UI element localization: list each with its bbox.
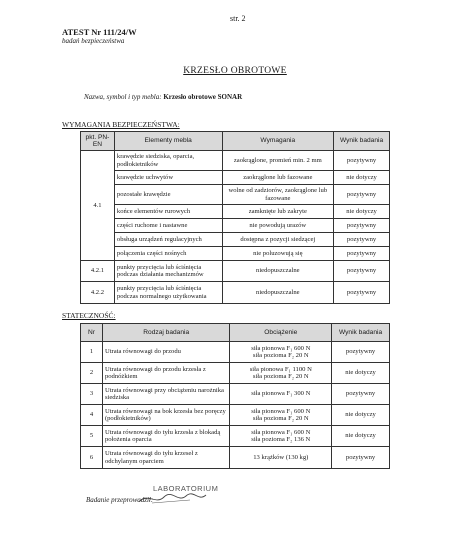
col-header-test-type: Rodzaj badania bbox=[102, 324, 230, 342]
test-type-cell: Utrata równowagi na bok krzesła bez poręczy (podłokietników) bbox=[102, 405, 230, 426]
result-cell: pozytywny bbox=[334, 247, 390, 261]
col-header-result: Wynik badania bbox=[332, 324, 390, 342]
table-row bbox=[81, 363, 390, 384]
test-type-cell: Utrata równowagi do tyłu krzesła z blokadą położenia oparcia bbox=[102, 426, 230, 447]
requirement-cell: nie powodują urazów bbox=[222, 219, 334, 233]
table-row bbox=[81, 219, 390, 233]
requirement-cell: niedopuszczalne bbox=[222, 282, 334, 304]
nr-cell: 2 bbox=[81, 363, 103, 384]
safety-heading: WYMAGANIA BEZPIECZEŃSTWA: bbox=[62, 120, 180, 129]
element-cell: krawędzie siedziska, oparcia, podłokietników bbox=[114, 151, 222, 171]
element-cell: krawędzie uchwytów bbox=[114, 171, 222, 185]
document-title: KRZESŁO OBROTOWE bbox=[183, 66, 287, 76]
load-line: siła pionowa F₁ 1100 N bbox=[249, 365, 312, 373]
point-cell: 4.2.2 bbox=[81, 282, 115, 304]
requirement-cell: wolne od zadziorów, zaokrąglone lub fazowane bbox=[222, 185, 334, 205]
load-cell bbox=[230, 426, 332, 447]
col-header-point: pkt. PN-EN bbox=[81, 132, 115, 151]
result-cell: pozytywny bbox=[332, 384, 390, 405]
requirement-cell: zaokrąglone, promień min. 2 mm bbox=[222, 151, 334, 171]
table-row bbox=[81, 205, 390, 219]
requirement-cell: zaokrąglone lub fazowane bbox=[222, 171, 334, 185]
table-row bbox=[81, 384, 390, 405]
result-cell: nie dotyczy bbox=[334, 205, 390, 219]
table-row bbox=[81, 342, 390, 363]
test-type-cell: Utrata równowagi do tyłu krzeseł z odchylanym oparciem bbox=[102, 447, 230, 469]
load-cell bbox=[230, 405, 332, 426]
result-cell: pozytywny bbox=[334, 282, 390, 304]
table-row bbox=[81, 171, 390, 185]
test-type-cell: Utrata równowagi przy obciążeniu narożnika siedziska bbox=[102, 384, 230, 405]
element-cell: części ruchome i nastawne bbox=[114, 219, 222, 233]
result-cell: nie dotyczy bbox=[334, 171, 390, 185]
result-cell: pozytywny bbox=[334, 233, 390, 247]
result-cell: pozytywny bbox=[334, 151, 390, 171]
table-row bbox=[81, 447, 390, 469]
requirement-cell: niedopuszczalne bbox=[222, 261, 334, 282]
load-line: siła pionowa F₁ 600 N bbox=[251, 344, 311, 352]
col-header-requirement: Wymagania bbox=[222, 132, 334, 151]
product-value: Krzesło obrotowe SONAR bbox=[163, 93, 243, 101]
element-cell: połączenia części nośnych bbox=[114, 247, 222, 261]
load-cell bbox=[230, 384, 332, 405]
load-cell bbox=[230, 342, 332, 363]
table-row bbox=[81, 247, 390, 261]
load-line: siła pionowa F₁ 300 N bbox=[251, 390, 311, 398]
result-cell: pozytywny bbox=[334, 261, 390, 282]
table-row bbox=[81, 151, 390, 171]
result-cell: pozytywny bbox=[334, 219, 390, 233]
safety-table bbox=[80, 131, 390, 304]
requirement-cell: dostępna z pozycji siedzącej bbox=[222, 233, 334, 247]
table-row bbox=[81, 282, 390, 304]
stability-table bbox=[80, 323, 390, 469]
atest-subtitle: badań bezpieczeństwa bbox=[62, 37, 125, 45]
result-cell: nie dotyczy bbox=[332, 405, 390, 426]
col-header-nr: Nr bbox=[81, 324, 103, 342]
requirement-cell: zamknięte lub zakryte bbox=[222, 205, 334, 219]
nr-cell: 5 bbox=[81, 426, 103, 447]
page-number: str. 2 bbox=[230, 14, 246, 23]
col-header-element: Elementy mebla bbox=[114, 132, 222, 151]
load-line: siła pozioma F₂ 20 N bbox=[252, 415, 309, 422]
test-type-cell: Utrata równowagi do przodu bbox=[102, 342, 230, 363]
element-cell: pozostałe krawędzie bbox=[114, 185, 222, 205]
nr-cell: 3 bbox=[81, 384, 103, 405]
laboratory-stamp: LABORATORIUM bbox=[153, 484, 219, 493]
table-row bbox=[81, 405, 390, 426]
result-cell: nie dotyczy bbox=[332, 363, 390, 384]
stability-heading: STATECZNOŚĆ: bbox=[62, 311, 116, 320]
result-cell: pozytywny bbox=[332, 342, 390, 363]
load-line: siła pozioma F₂ 136 N bbox=[251, 436, 311, 443]
product-line bbox=[84, 93, 242, 101]
element-cell: końce elementów rurowych bbox=[114, 205, 222, 219]
nr-cell: 6 bbox=[81, 447, 103, 469]
test-type-cell: Utrata równowagi do przodu krzesła z podnóżkiem bbox=[102, 363, 230, 384]
load-cell bbox=[230, 447, 332, 469]
nr-cell: 1 bbox=[81, 342, 103, 363]
load-line: siła pozioma F₂ 20 N bbox=[252, 352, 309, 359]
load-line: siła pozioma F₂ 20 N bbox=[252, 373, 309, 380]
product-label: Nazwa, symbol i typ mebla: bbox=[84, 93, 162, 101]
result-cell: nie dotyczy bbox=[332, 426, 390, 447]
table-row bbox=[81, 233, 390, 247]
element-cell: punkty przycięcia lub ściśnięcia podczas działania mechanizmów bbox=[114, 261, 222, 282]
load-line: siła pionowa F₁ 600 N bbox=[251, 428, 311, 436]
col-header-result: Wynik badania bbox=[334, 132, 390, 151]
table-row bbox=[81, 261, 390, 282]
col-header-load: Obciążenie bbox=[230, 324, 332, 342]
nr-cell: 4 bbox=[81, 405, 103, 426]
result-cell: pozytywny bbox=[332, 447, 390, 469]
table-row bbox=[81, 426, 390, 447]
requirement-cell: nie poluzowują się bbox=[222, 247, 334, 261]
load-line: siła pionowa F₁ 600 N bbox=[251, 407, 311, 415]
element-cell: obsługa urządzeń regulacyjnych bbox=[114, 233, 222, 247]
point-cell: 4.1 bbox=[81, 151, 115, 261]
load-line: 13 krążków (130 kg) bbox=[253, 453, 309, 461]
atest-number: ATEST Nr 111/24/W bbox=[62, 27, 137, 37]
result-cell: pozytywny bbox=[334, 185, 390, 205]
element-cell: punkty przycięcia lub ściśnięcia podczas normalnego użytkowania bbox=[114, 282, 222, 304]
table-row bbox=[81, 185, 390, 205]
point-cell: 4.2.1 bbox=[81, 261, 115, 282]
signature-label: Badanie przeprowadził: bbox=[86, 496, 154, 504]
load-cell bbox=[230, 363, 332, 384]
